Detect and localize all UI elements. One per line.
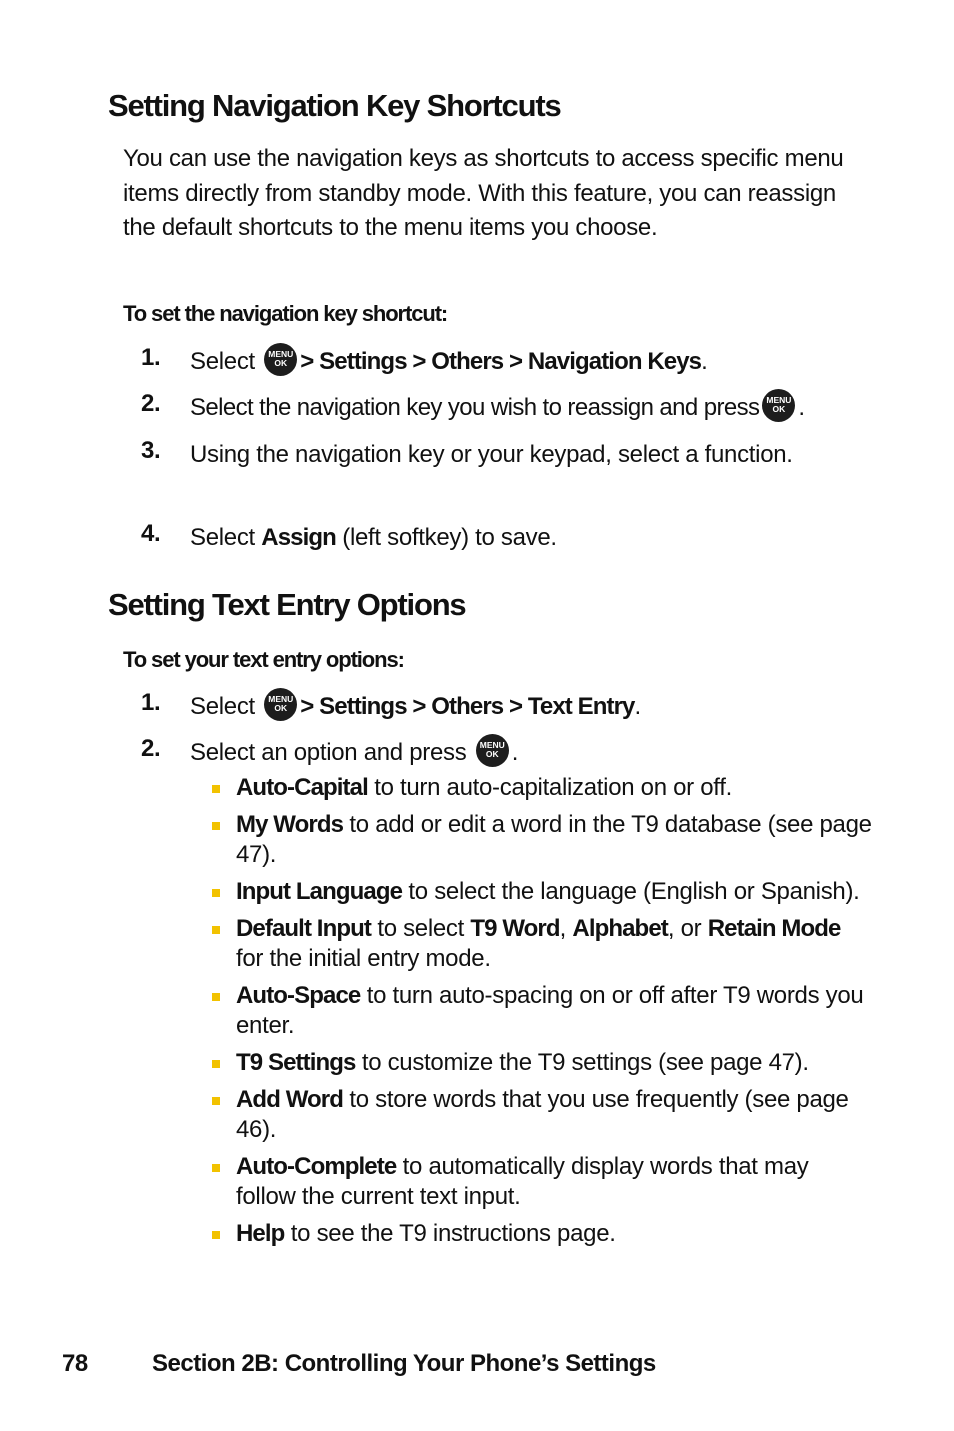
menu-ok-key-icon: MENU OK xyxy=(264,343,297,376)
menu-ok-key-icon: MENU OK xyxy=(264,688,297,721)
bullet-square-icon xyxy=(212,926,220,934)
assign-label: Assign xyxy=(261,524,336,551)
bullet-square-icon xyxy=(212,785,220,793)
page-number: 78 xyxy=(62,1350,88,1377)
list-item: Help to see the T9 instructions page. xyxy=(212,1219,872,1249)
bullet-square-icon xyxy=(212,822,220,830)
menu-path: > Settings > Others > Navigation Keys xyxy=(300,348,702,375)
step-text: Using the navigation key or your keypad, select a function. xyxy=(190,441,793,468)
text-entry-options-list xyxy=(212,773,872,1256)
manual-page: Setting Navigation Key Shortcuts You can use the navigation keys as shortcuts to access specific menu items directly from standby mode. With this feature, you can reassign the default shortcuts to the menu items you choose. To set the navigation key shortcut: 1. Select MENU OK > Settings > Others > Navigation Keys. 2. Select the navigation key you wish to reassign and press MENU OK . 3. Using the navigation key or your keypad, select a function. 4. Select Assign (left softkey) to save. Setting Text Entry Options To set your text entry options: 1. Select MENU OK > Settings > Others > Text Entry. 2. Select an option and press MENU OK . Auto-Capital to turn auto-capitalization on or off. My Words to add or edit a word in the T9 database (see page 47). Input Language to select the language (English or Spanish). Default Input to select T9 Word, Alphabet, or Retain Mode for the initial entry mode. Auto-Space to turn auto-spacing on or off after T9 words you enter. T9 Settings to customize the T9 settings (see page 47). Add Word to store words that you use frequently (see page 46). Auto-Complete to automatically display words that may follow the current text input. Help to see the T9 instructions page. 78 Section 2B: Controlling Your Phone’s Settings xyxy=(62,88,872,1377)
step-number: 2. xyxy=(141,390,161,417)
step-text: Select the navigation key you wish to reassign and press xyxy=(190,394,760,421)
list-item: My Words to add or edit a word in the T9 database (see page 47). xyxy=(212,810,872,870)
step-number: 3. xyxy=(141,437,161,464)
section-heading-navigation-shortcuts: Setting Navigation Key Shortcuts xyxy=(108,88,561,123)
bullet-square-icon xyxy=(212,1231,220,1239)
list-item: Default Input to select T9 Word, Alphabet, or Retain Mode for the initial entry mode. xyxy=(212,914,872,974)
step-number: 2. xyxy=(141,735,161,762)
bullet-square-icon xyxy=(212,889,220,897)
footer-section-title: Section 2B: Controlling Your Phone’s Settings xyxy=(152,1350,656,1377)
step-number: 1. xyxy=(141,344,161,371)
bullet-square-icon xyxy=(212,1060,220,1068)
list-item: Auto-Space to turn auto-spacing on or off after T9 words you enter. xyxy=(212,981,872,1041)
list-item: T9 Settings to customize the T9 settings (see page 47). xyxy=(212,1048,872,1078)
list-item: Auto-Capital to turn auto-capitalization on or off. xyxy=(212,773,872,803)
bullet-square-icon xyxy=(212,1097,220,1105)
step-text: Select xyxy=(190,348,255,375)
subheading-navigation-shortcut: To set the navigation key shortcut: xyxy=(123,301,448,326)
menu-path: > Settings > Others > Text Entry xyxy=(300,693,635,720)
bullet-square-icon xyxy=(212,1164,220,1172)
list-item: Input Language to select the language (English or Spanish). xyxy=(212,877,872,907)
list-item: Auto-Complete to automatically display words that may follow the current text input. xyxy=(212,1152,872,1212)
bullet-square-icon xyxy=(212,993,220,1001)
section-heading-text-entry: Setting Text Entry Options xyxy=(108,587,466,622)
subheading-text-entry: To set your text entry options: xyxy=(123,647,404,672)
menu-ok-key-icon: MENU OK xyxy=(476,734,509,767)
step-text: Select xyxy=(190,693,255,720)
menu-ok-key-icon: MENU OK xyxy=(762,389,795,422)
list-item: Add Word to store words that you use frequently (see page 46). xyxy=(212,1085,872,1145)
step-text: Select an option and press xyxy=(190,739,467,766)
step-number: 4. xyxy=(141,520,161,547)
intro-paragraph: You can use the navigation keys as shortcuts to access specific menu items directly from standby mode. With this feature, you can reassign the default shortcuts to the menu items you choose. xyxy=(123,145,844,242)
step-number: 1. xyxy=(141,689,161,716)
